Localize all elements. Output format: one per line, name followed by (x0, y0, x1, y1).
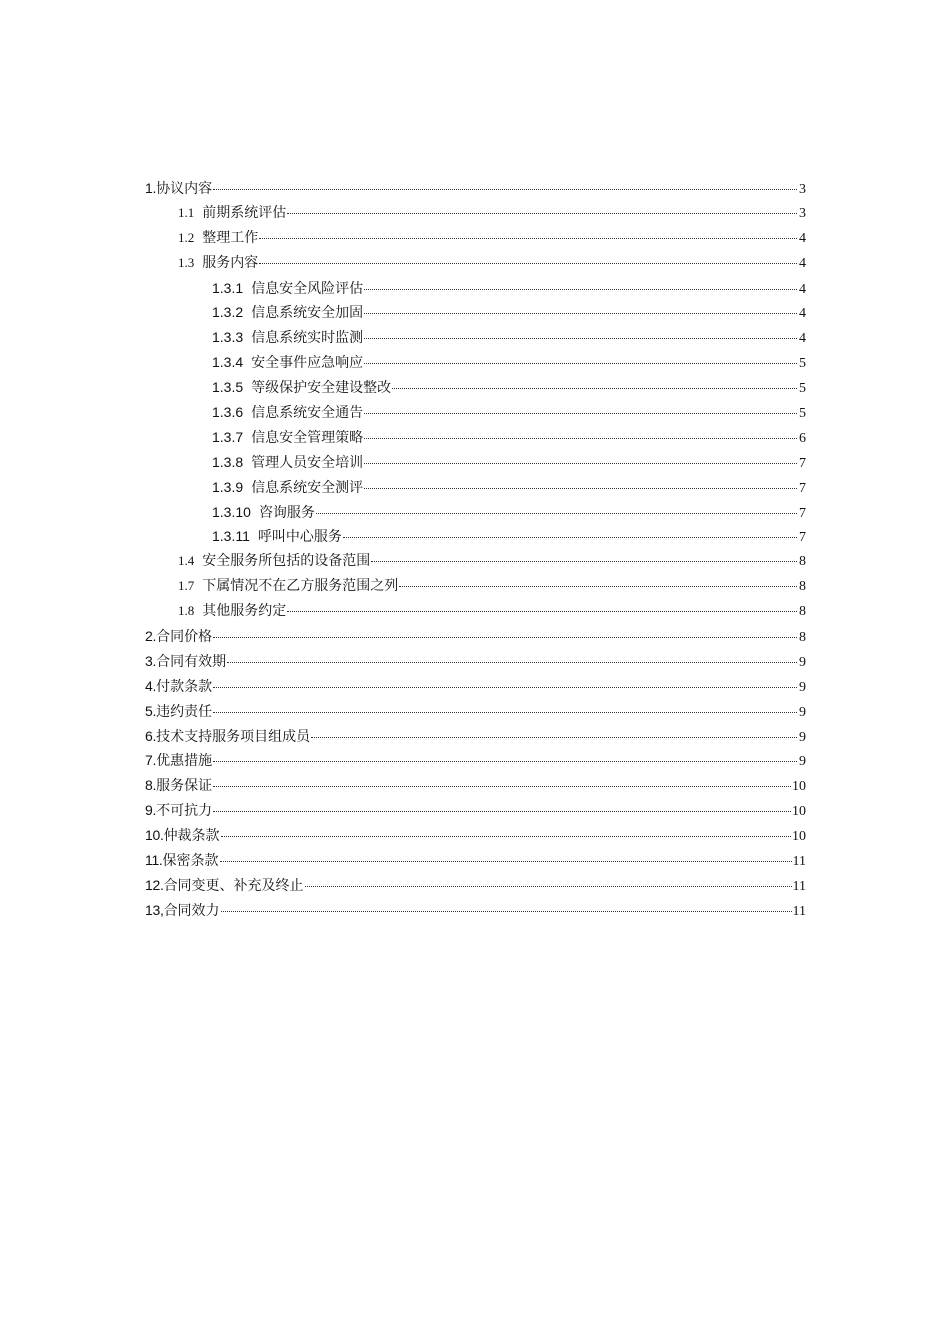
toc-entry-page-number: 8 (799, 630, 806, 646)
toc-entry-1-3-4[interactable] (145, 350, 806, 375)
toc-entry-page-number: 4 (799, 230, 806, 246)
toc-entry-page-number: 5 (799, 406, 806, 422)
toc-dot-leader (213, 761, 797, 762)
toc-dot-leader (287, 213, 797, 214)
toc-entry-page-number: 3 (799, 182, 806, 197)
toc-dot-leader (213, 189, 797, 190)
toc-entry-title: 安全服务所包括的设备范围 (202, 553, 371, 570)
toc-entry-page-number: 9 (799, 754, 806, 770)
toc-entry-13[interactable] (145, 898, 806, 923)
toc-entry-page-number: 10 (792, 779, 806, 795)
toc-entry-page-number: 9 (799, 729, 806, 745)
toc-entry-page-number: 5 (799, 381, 806, 397)
toc-dot-leader (316, 513, 797, 514)
toc-entry-title: 其他服务约定 (202, 603, 287, 620)
toc-entry-1-4[interactable] (145, 549, 806, 574)
toc-entry-title: 下属情况不在乙方服务范围之列 (202, 578, 399, 595)
toc-entry-1[interactable] (145, 176, 806, 201)
toc-dot-leader (221, 836, 791, 837)
toc-dot-leader (213, 637, 797, 638)
toc-entry-1-7[interactable] (145, 574, 806, 599)
toc-entry-title: 服务保证 (156, 778, 213, 795)
toc-entry-1-3-2[interactable] (145, 300, 806, 325)
toc-dot-leader (364, 463, 797, 464)
toc-dot-leader (213, 687, 797, 688)
toc-entry-9[interactable] (145, 798, 806, 823)
toc-entry-title: 合同有效期 (156, 653, 227, 670)
toc-dot-leader (364, 438, 797, 439)
toc-entry-10[interactable] (145, 823, 806, 848)
toc-entry-number: 13, (145, 901, 164, 918)
toc-entry-1-3[interactable] (145, 251, 806, 276)
toc-entry-title: 信息系统安全测评 (251, 479, 364, 496)
toc-dot-leader (287, 611, 797, 612)
toc-entry-number: 12. (145, 876, 164, 893)
toc-entry-title: 保密条款 (162, 853, 219, 870)
toc-entry-title: 合同价格 (156, 629, 213, 646)
toc-dot-leader (364, 313, 797, 314)
toc-entry-title: 整理工作 (202, 229, 259, 246)
toc-entry-page-number: 4 (799, 306, 806, 322)
toc-entry-11[interactable] (145, 848, 806, 873)
toc-entry-number: 2. (145, 628, 157, 645)
toc-entry-page-number: 4 (799, 255, 806, 271)
toc-entry-title: 呼叫中心服务 (257, 529, 342, 546)
toc-dot-leader (364, 488, 797, 489)
toc-entry-title: 付款条款 (156, 678, 213, 695)
toc-entry-page-number: 4 (799, 281, 806, 297)
toc-entry-page-number: 6 (799, 430, 806, 446)
toc-entry-title: 技术支持服务项目组成员 (156, 728, 311, 745)
toc-entry-number: 1.3.4 (212, 354, 244, 371)
toc-entry-number: 8. (145, 777, 157, 794)
toc-entry-6[interactable] (145, 724, 806, 749)
toc-dot-leader (221, 911, 792, 912)
toc-dot-leader (364, 413, 797, 414)
toc-dot-leader (213, 811, 791, 812)
toc-entry-number: 11. (145, 852, 163, 869)
toc-entry-title: 等级保护安全建设整改 (251, 380, 392, 397)
toc-entry-title: 安全事件应急响应 (251, 355, 364, 372)
toc-entry-number: 1.8 (178, 603, 195, 619)
toc-entry-number: 1.3.10 (212, 503, 251, 520)
toc-dot-leader (311, 737, 797, 738)
toc-dot-leader (364, 363, 797, 364)
toc-entry-page-number: 7 (799, 505, 806, 521)
toc-entry-page-number: 11 (792, 878, 806, 894)
toc-entry-5[interactable] (145, 699, 806, 724)
toc-entry-page-number: 8 (799, 579, 806, 595)
toc-entry-number: 1.1 (178, 204, 195, 220)
toc-entry-1-3-3[interactable] (145, 325, 806, 350)
toc-entry-title: 优惠措施 (156, 753, 213, 770)
toc-dot-leader (399, 586, 797, 587)
toc-entry-7[interactable] (145, 748, 806, 773)
toc-entry-number: 7. (145, 752, 157, 769)
toc-entry-page-number: 5 (799, 356, 806, 372)
toc-entry-1-3-5[interactable] (145, 375, 806, 400)
toc-entry-1-1[interactable] (145, 201, 806, 226)
toc-entry-page-number: 9 (799, 654, 806, 670)
toc-entry-1-3-9[interactable] (145, 475, 806, 500)
toc-entry-title: 不可抗力 (156, 803, 213, 820)
toc-entry-1-3-6[interactable] (145, 400, 806, 425)
toc-entry-number: 9. (145, 802, 157, 819)
toc-entry-title: 协议内容 (156, 181, 213, 197)
table-of-contents (145, 176, 806, 923)
toc-entry-page-number: 7 (799, 455, 806, 471)
toc-dot-leader (213, 712, 797, 713)
toc-entry-2[interactable] (145, 624, 806, 649)
toc-dot-leader (343, 537, 797, 538)
toc-entry-3[interactable] (145, 649, 806, 674)
toc-entry-page-number: 7 (799, 530, 806, 546)
toc-dot-leader (364, 338, 797, 339)
toc-entry-12[interactable] (145, 873, 806, 898)
toc-entry-number: 1.3.7 (212, 428, 244, 445)
toc-dot-leader (227, 662, 797, 663)
toc-entry-page-number: 7 (799, 480, 806, 496)
toc-entry-1-3-11[interactable] (145, 524, 806, 549)
toc-entry-title: 前期系统评估 (202, 204, 287, 221)
toc-entry-number: 1. (145, 180, 157, 196)
toc-entry-page-number: 11 (792, 903, 806, 919)
toc-entry-number: 5. (145, 702, 157, 719)
toc-entry-page-number: 9 (799, 704, 806, 720)
toc-entry-number: 1.3.11 (212, 528, 250, 545)
toc-entry-title: 管理人员安全培训 (251, 454, 364, 471)
toc-dot-leader (392, 388, 797, 389)
toc-entry-1-3-7[interactable] (145, 425, 806, 450)
toc-entry-title: 合同效力 (163, 902, 220, 919)
toc-entry-title: 服务内容 (202, 254, 259, 271)
toc-entry-page-number: 4 (799, 331, 806, 347)
toc-entry-1-3-10[interactable] (145, 500, 806, 525)
toc-entry-number: 10. (145, 827, 164, 844)
toc-entry-number: 1.7 (178, 578, 195, 594)
toc-entry-number: 1.3.9 (212, 478, 244, 495)
toc-entry-number: 1.2 (178, 229, 195, 245)
toc-dot-leader (213, 786, 791, 787)
toc-entry-page-number: 10 (792, 829, 806, 845)
toc-entry-title: 仲裁条款 (163, 828, 220, 845)
toc-entry-number: 4. (145, 677, 157, 694)
toc-entry-title: 违约责任 (156, 703, 213, 720)
toc-entry-number: 1.3.8 (212, 453, 244, 470)
toc-dot-leader (364, 289, 797, 290)
toc-entry-number: 1.4 (178, 553, 195, 569)
toc-entry-page-number: 3 (799, 205, 806, 221)
toc-entry-number: 1.3.1 (212, 279, 244, 296)
toc-entry-title: 信息系统实时监测 (251, 330, 364, 347)
toc-entry-number: 1.3.2 (212, 304, 244, 321)
toc-dot-leader (259, 263, 797, 264)
toc-entry-number: 3. (145, 652, 157, 669)
toc-entry-title: 信息安全管理策略 (251, 429, 364, 446)
toc-entry-title: 信息系统安全加固 (251, 305, 364, 322)
toc-entry-8[interactable] (145, 773, 806, 798)
toc-dot-leader (259, 238, 797, 239)
toc-entry-1-2[interactable] (145, 226, 806, 251)
toc-entry-number: 1.3 (178, 254, 195, 270)
toc-dot-leader (220, 861, 792, 862)
toc-entry-number: 6. (145, 727, 157, 744)
toc-entry-page-number: 8 (799, 554, 806, 570)
toc-entry-1-3-8[interactable] (145, 450, 806, 475)
toc-entry-number: 1.3.6 (212, 404, 244, 421)
toc-entry-4[interactable] (145, 674, 806, 699)
toc-entry-page-number: 10 (792, 804, 806, 820)
toc-entry-number: 1.3.5 (212, 379, 244, 396)
toc-dot-leader (371, 561, 797, 562)
toc-entry-1-3-1[interactable] (145, 276, 806, 301)
toc-entry-page-number: 11 (792, 854, 806, 870)
toc-entry-title: 咨询服务 (258, 504, 315, 521)
toc-entry-page-number: 9 (799, 679, 806, 695)
toc-entry-title: 信息系统安全通告 (251, 405, 364, 422)
toc-entry-title: 合同变更、补充及终止 (163, 877, 304, 894)
toc-entry-page-number: 8 (799, 604, 806, 620)
toc-entry-1-8[interactable] (145, 599, 806, 624)
toc-entry-title: 信息安全风险评估 (251, 280, 364, 297)
toc-entry-number: 1.3.3 (212, 329, 244, 346)
toc-dot-leader (305, 886, 792, 887)
